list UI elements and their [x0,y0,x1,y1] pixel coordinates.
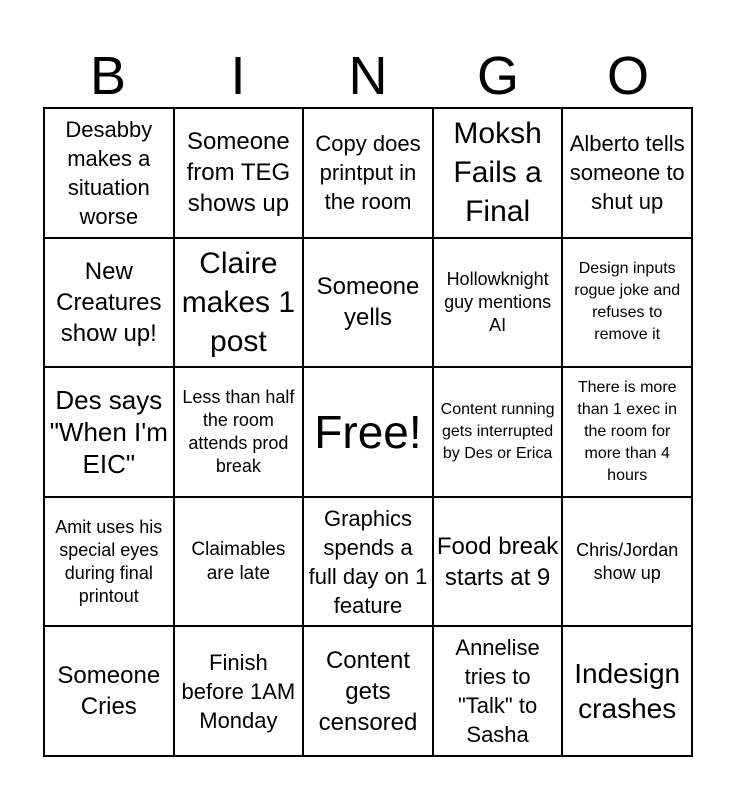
cell-text: Graphics spends a full day on 1 feature [308,505,428,618]
bingo-cell-r1-c3[interactable] [303,108,433,238]
bingo-cell-r5-c2[interactable] [174,626,304,756]
header-letter-o: O [606,46,649,106]
bingo-cell-r3-c4[interactable] [433,367,563,497]
cell-text: Annelise tries to "Talk" to Sasha [455,635,540,748]
bingo-cell-r5-c5[interactable] [562,626,692,756]
bingo-cell-r3-c5[interactable] [562,367,692,497]
bingo-cell-r4-c4[interactable] [433,497,563,627]
cell-text: Moksh Fails a Final [453,117,542,229]
bingo-cell-r2-c4[interactable] [433,238,563,368]
bingo-board [43,107,693,757]
bingo-cell-r5-c4[interactable] [433,626,563,756]
cell-text: Food break starts at 9 [436,532,559,591]
cell-text: Content gets censored [318,646,418,736]
free-space-label: Free! [314,405,422,458]
bingo-cell-r2-c2[interactable] [174,238,304,368]
bingo-cell-r4-c5[interactable] [562,497,692,627]
cell-text: Des says "When I'm EIC" [49,384,168,479]
cell-text: Alberto tells someone to shut up [569,131,685,215]
free-space-cell[interactable] [303,367,433,497]
cell-text: Chris/Jordan show up [576,539,679,583]
bingo-cell-r2-c5[interactable] [562,238,692,368]
cell-text: Claire makes 1 post [181,246,296,358]
header-letter-b: B [89,46,127,106]
bingo-cell-r5-c1[interactable] [44,626,174,756]
cell-text: Hollowknight guy mentions AI [444,268,552,335]
cell-text: New Creatures show up! [56,257,162,347]
cell-text: Design inputs rogue joke and refuses to remove it [574,260,681,344]
bingo-cell-r4-c1[interactable] [44,497,174,627]
cell-text: Amit uses his special eyes during final printout [55,516,163,606]
cell-text: Someone Cries [57,662,161,721]
bingo-cell-r4-c2[interactable] [174,497,304,627]
cell-text: Copy does printput in the room [315,131,421,215]
bingo-cell-r3-c2[interactable] [174,367,304,497]
bingo-cell-r1-c5[interactable] [562,108,692,238]
bingo-cell-r2-c1[interactable] [44,238,174,368]
cell-text: There is more than 1 exec in the room for more than 4 hours [577,378,677,484]
cell-text: Someone yells [316,273,420,332]
cell-text: Someone from TEG shows up [186,128,291,218]
header-letter-n: N [348,46,388,106]
cell-text: Indesign crashes [574,658,681,725]
bingo-cell-r1-c4[interactable] [433,108,563,238]
cell-text: Desabby makes a situation worse [65,116,153,229]
cell-text: Claimables are late [191,538,286,584]
bingo-cell-r5-c3[interactable] [303,626,433,756]
cell-text: Less than half the room attends prod break [182,386,295,476]
header-letter-g: G [476,46,519,106]
bingo-cell-r1-c1[interactable] [44,108,174,238]
bingo-cell-r2-c3[interactable] [303,238,433,368]
bingo-cell-r4-c3[interactable] [303,497,433,627]
header-letter-i: I [230,46,246,106]
bingo-header [43,46,693,106]
bingo-cell-r1-c2[interactable] [174,108,304,238]
cell-text: Finish before 1AM Monday [181,649,296,733]
cell-text: Content running gets interrupted by Des or Erica [440,400,555,462]
bingo-cell-r3-c1[interactable] [44,367,174,497]
